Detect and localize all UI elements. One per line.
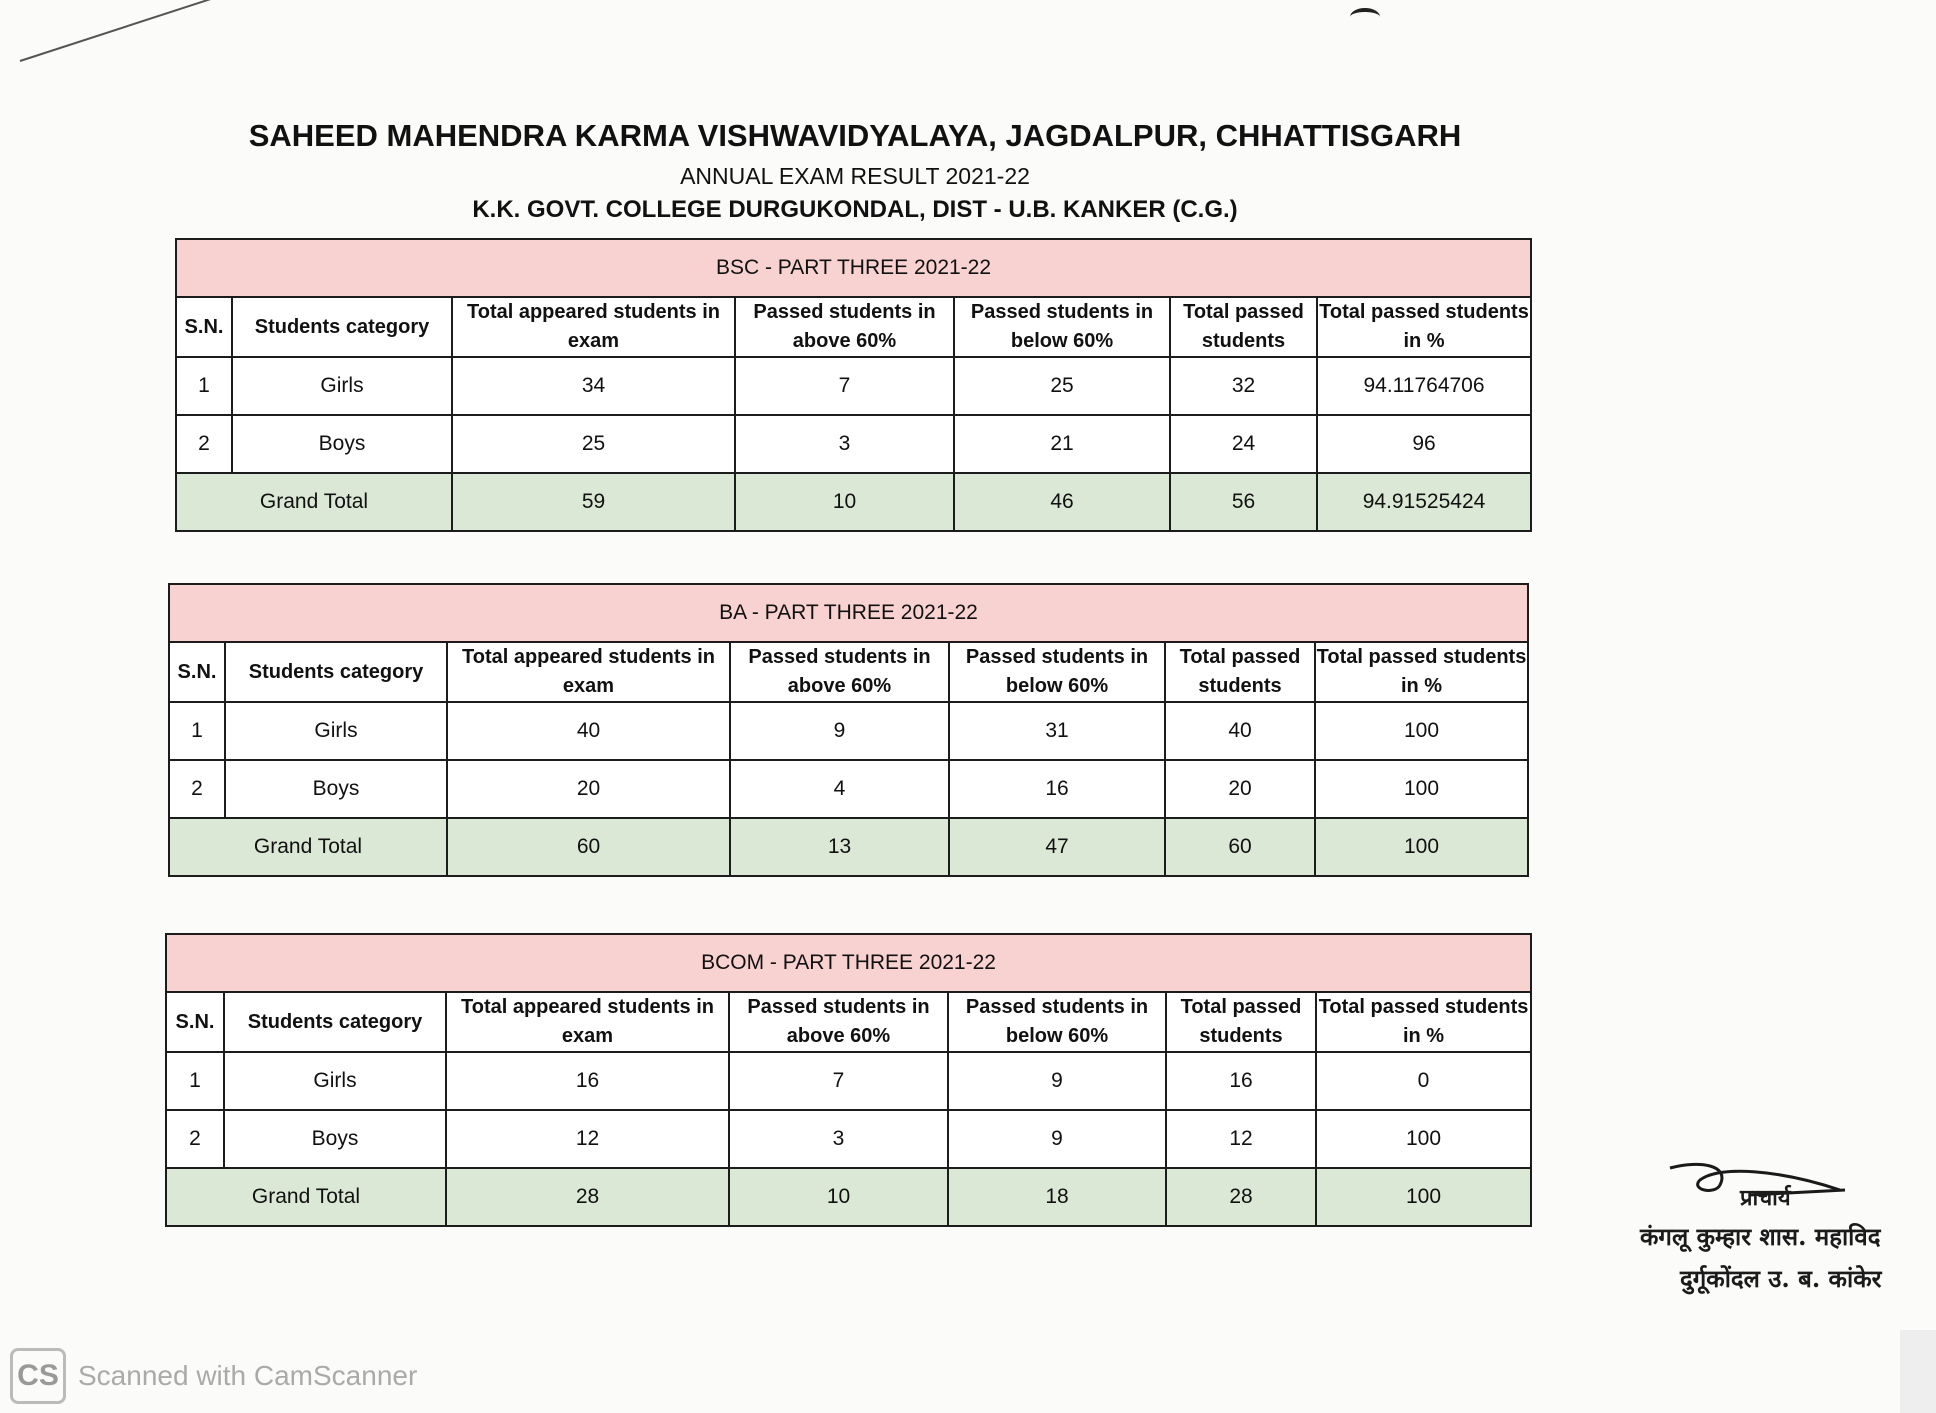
cell-below60: 9 [948, 1052, 1166, 1110]
cell-sn: 1 [176, 357, 232, 415]
col-header-percent: Total passed students in % [1316, 992, 1531, 1052]
scan-shadow [1900, 1330, 1936, 1413]
total-below60: 47 [949, 818, 1165, 876]
cell-below60: 9 [948, 1110, 1166, 1168]
col-header-percent: Total passed students in % [1315, 642, 1528, 702]
table-row [176, 357, 1531, 415]
result-table-bsc [175, 238, 1532, 532]
total-passed: 60 [1165, 818, 1315, 876]
cell-passed: 32 [1170, 357, 1317, 415]
college-name: K.K. GOVT. COLLEGE DURGUKONDAL, DIST - U.B. KANKER (C.G.) [472, 196, 1238, 223]
cell-passed: 12 [1166, 1110, 1316, 1168]
cell-appeared: 40 [447, 702, 730, 760]
col-header-category: Students category [225, 642, 447, 702]
table-title: BCOM - PART THREE 2021-22 [166, 934, 1531, 992]
table-row [166, 1110, 1531, 1168]
cell-category: Girls [232, 357, 452, 415]
col-header-sn: S.N. [166, 992, 224, 1052]
seal-college: कंगलू कुम्हार शास. महाविद [1640, 1222, 1881, 1251]
table-title: BSC - PART THREE 2021-22 [176, 239, 1531, 297]
cell-sn: 2 [169, 760, 225, 818]
cell-appeared: 12 [446, 1110, 729, 1168]
camscanner-logo-icon: CS [10, 1348, 66, 1404]
cell-below60: 16 [949, 760, 1165, 818]
total-above60: 10 [729, 1168, 948, 1226]
col-header-appeared: Total appeared students in exam [447, 642, 730, 702]
cell-category: Girls [225, 702, 447, 760]
col-header-above60: Passed students in above 60% [735, 297, 954, 357]
table-title: BA - PART THREE 2021-22 [169, 584, 1528, 642]
cell-sn: 2 [176, 415, 232, 473]
col-header-below60: Passed students in below 60% [948, 992, 1166, 1052]
cell-percent: 100 [1316, 1110, 1531, 1168]
cell-sn: 1 [166, 1052, 224, 1110]
cell-passed: 24 [1170, 415, 1317, 473]
grand-total-label: Grand Total [166, 1168, 446, 1226]
result-table-bcom [165, 933, 1532, 1227]
cell-above60: 3 [735, 415, 954, 473]
exam-subtitle: ANNUAL EXAM RESULT 2021-22 [680, 163, 1030, 189]
seal-title: प्राचार्य [1740, 1185, 1791, 1211]
cell-appeared: 34 [452, 357, 735, 415]
grand-total-row [169, 818, 1528, 876]
pen-mark [1350, 8, 1380, 26]
cell-passed: 16 [1166, 1052, 1316, 1110]
col-header-below60: Passed students in below 60% [949, 642, 1165, 702]
grand-total-label: Grand Total [169, 818, 447, 876]
cell-below60: 21 [954, 415, 1170, 473]
cell-category: Boys [225, 760, 447, 818]
col-header-passed: Total passed students [1165, 642, 1315, 702]
cell-sn: 2 [166, 1110, 224, 1168]
result-table-ba [168, 583, 1529, 877]
watermark-text: Scanned with CamScanner [78, 1360, 418, 1391]
grand-total-row [166, 1168, 1531, 1226]
table-row [166, 1052, 1531, 1110]
col-header-percent: Total passed students in % [1317, 297, 1531, 357]
col-header-passed: Total passed students [1166, 992, 1316, 1052]
table-row [169, 760, 1528, 818]
seal-location: दुर्गूकोंदल उ. ब. कांकेर [1680, 1264, 1882, 1293]
total-appeared: 28 [446, 1168, 729, 1226]
scan-edge-line [20, 0, 211, 62]
total-percent: 100 [1315, 818, 1528, 876]
cell-sn: 1 [169, 702, 225, 760]
col-header-sn: S.N. [176, 297, 232, 357]
table-row [176, 415, 1531, 473]
total-appeared: 59 [452, 473, 735, 531]
col-header-below60: Passed students in below 60% [954, 297, 1170, 357]
cell-category: Girls [224, 1052, 446, 1110]
col-header-above60: Passed students in above 60% [730, 642, 949, 702]
cell-appeared: 20 [447, 760, 730, 818]
cell-above60: 9 [730, 702, 949, 760]
grand-total-row [176, 473, 1531, 531]
cell-appeared: 25 [452, 415, 735, 473]
cell-passed: 40 [1165, 702, 1315, 760]
total-appeared: 60 [447, 818, 730, 876]
total-percent: 100 [1316, 1168, 1531, 1226]
total-passed: 56 [1170, 473, 1317, 531]
col-header-category: Students category [232, 297, 452, 357]
cell-percent: 0 [1316, 1052, 1531, 1110]
cell-percent: 96 [1317, 415, 1531, 473]
total-above60: 13 [730, 818, 949, 876]
cell-above60: 4 [730, 760, 949, 818]
total-below60: 46 [954, 473, 1170, 531]
cell-above60: 3 [729, 1110, 948, 1168]
col-header-above60: Passed students in above 60% [729, 992, 948, 1052]
camscanner-watermark [10, 1348, 417, 1404]
col-header-appeared: Total appeared students in exam [446, 992, 729, 1052]
grand-total-label: Grand Total [176, 473, 452, 531]
principal-seal [1640, 1160, 1900, 1330]
cell-percent: 94.11764706 [1317, 357, 1531, 415]
cell-percent: 100 [1315, 760, 1528, 818]
total-passed: 28 [1166, 1168, 1316, 1226]
total-above60: 10 [735, 473, 954, 531]
col-header-category: Students category [224, 992, 446, 1052]
university-title: SAHEED MAHENDRA KARMA VISHWAVIDYALAYA, JAGDALPUR, CHHATTISGARH [248, 118, 1462, 153]
cell-appeared: 16 [446, 1052, 729, 1110]
cell-below60: 25 [954, 357, 1170, 415]
cell-passed: 20 [1165, 760, 1315, 818]
col-header-appeared: Total appeared students in exam [452, 297, 735, 357]
cell-percent: 100 [1315, 702, 1528, 760]
total-below60: 18 [948, 1168, 1166, 1226]
cell-category: Boys [224, 1110, 446, 1168]
cell-category: Boys [232, 415, 452, 473]
cell-below60: 31 [949, 702, 1165, 760]
total-percent: 94.91525424 [1317, 473, 1531, 531]
col-header-passed: Total passed students [1170, 297, 1317, 357]
table-row [169, 702, 1528, 760]
cell-above60: 7 [735, 357, 954, 415]
cell-above60: 7 [729, 1052, 948, 1110]
col-header-sn: S.N. [169, 642, 225, 702]
